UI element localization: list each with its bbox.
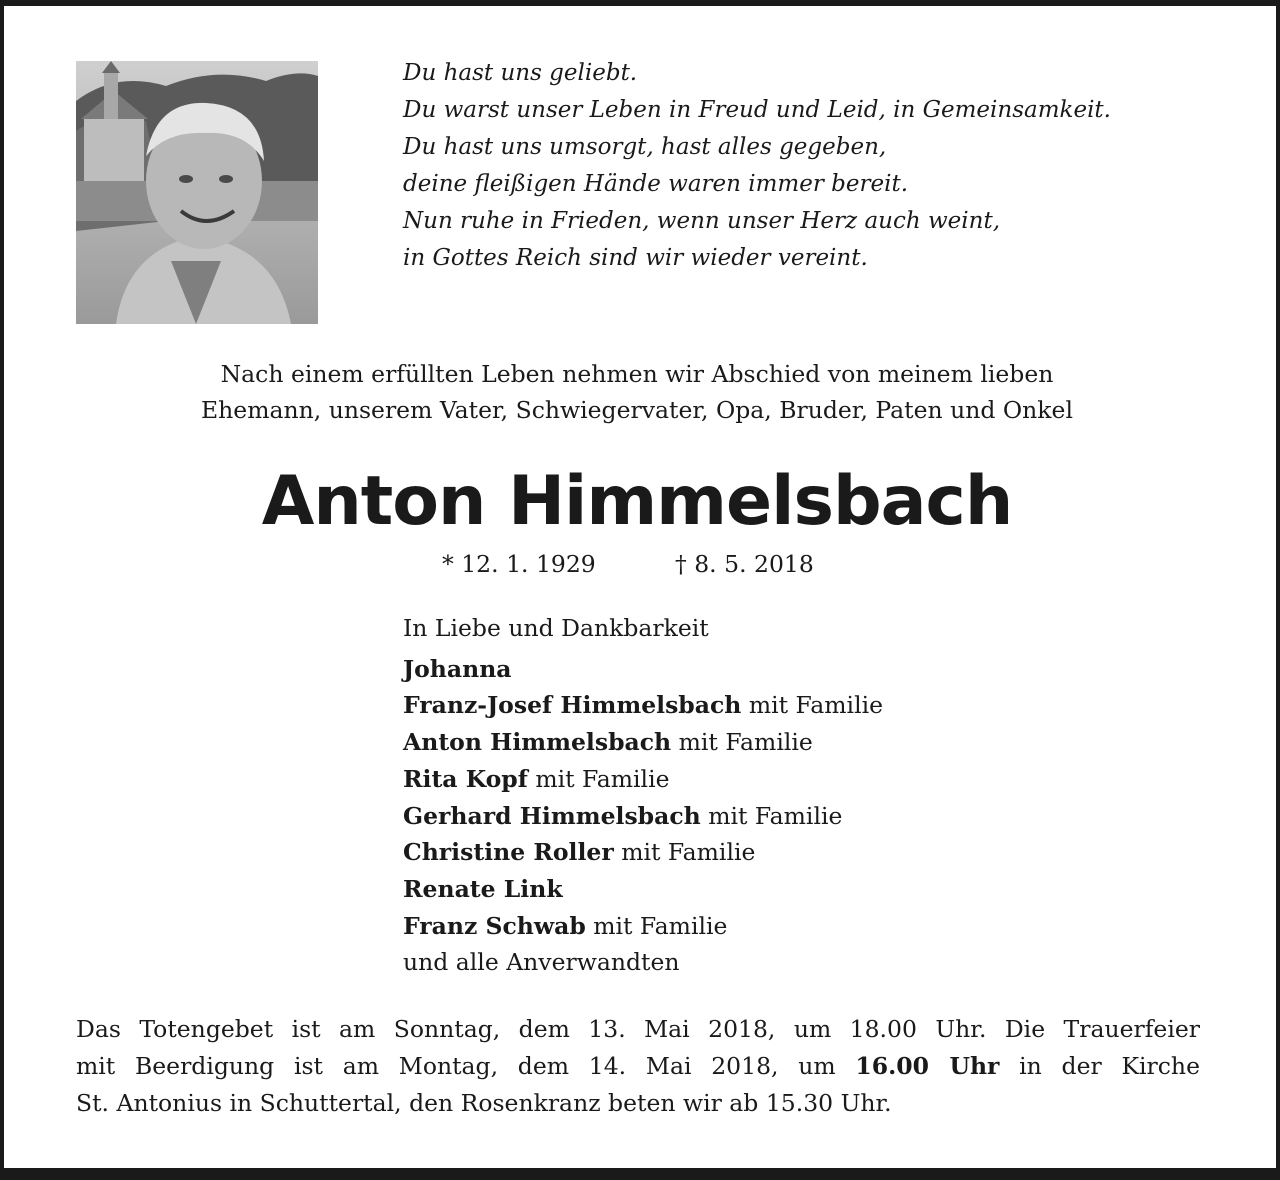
mourner-name: Franz-Josef Himmelsbach [403, 691, 742, 720]
verse-line: deine fleißigen Hände waren immer bereit. [403, 171, 909, 197]
birth-date: * 12. 1. 1929 [442, 550, 596, 578]
mourner-suffix: mit Familie [671, 728, 813, 757]
portrait-photo [76, 61, 318, 324]
mourner-suffix: mit Familie [700, 801, 843, 830]
mourner-suffix: mit Familie [585, 911, 728, 940]
mourner [403, 871, 1203, 908]
mourner-name: Johanna [403, 654, 512, 683]
verse-line: Du hast uns umsorgt, hast alles gegeben, [403, 134, 887, 160]
verse-line: in Gottes Reich sind wir wieder vereint. [403, 245, 868, 271]
mourner-name: Franz Schwab [403, 911, 586, 940]
funeral-notice [76, 1011, 1200, 1122]
mourner [403, 687, 1203, 724]
notice-line: St. Antonius in Schuttertal, den Rosenkranz beten wir ab 15.30 Uhr. [76, 1089, 892, 1117]
mourner-name: Anton Himmelsbach [403, 728, 672, 757]
death-date: † 8. 5. 2018 [675, 550, 814, 578]
intro-line: Ehemann, unserem Vater, Schwiegervater, Opa, Bruder, Paten und Onkel [201, 396, 1073, 424]
mourner-name: Christine Roller [403, 838, 614, 867]
mourner [403, 724, 1203, 761]
mourner [403, 651, 1203, 688]
notice-text: mit Beerdigung ist am Montag, dem 14. Mai 2018, um [76, 1052, 856, 1080]
mourners-greeting: In Liebe und Dankbarkeit [403, 614, 709, 642]
funeral-time: 16.00 Uhr [855, 1052, 1000, 1080]
deceased-name: Anton Himmelsbach [261, 462, 1013, 541]
notice-line [76, 1048, 1200, 1085]
verse [403, 55, 1233, 277]
mourner-name: Renate Link [403, 874, 563, 903]
mourner [403, 761, 1203, 798]
notice-line: Das Totengebet ist am Sonntag, dem 13. Mai 2018, um 18.00 Uhr. Die Trauerfeier [76, 1015, 1200, 1043]
intro-line: Nach einem erfüllten Leben nehmen wir Abschied von meinem lieben [220, 360, 1054, 388]
mourners-closing: und alle Anverwandten [403, 948, 680, 977]
mourner [403, 834, 1203, 871]
intro-text [40, 356, 1234, 428]
mourner [403, 908, 1203, 945]
verse-line: Du warst unser Leben in Freud und Leid, in Gemeinsamkeit. [403, 97, 1111, 123]
mourner-name: Gerhard Himmelsbach [403, 801, 701, 830]
mourners-list [403, 610, 1203, 981]
notice-text: in der Kirche [999, 1052, 1200, 1080]
mourner-suffix: mit Familie [741, 691, 884, 720]
verse-line: Nun ruhe in Frieden, wenn unser Herz auch weint, [403, 208, 1001, 234]
mourner-suffix: mit Familie [527, 764, 670, 793]
portrait-photo-image [76, 61, 318, 324]
verse-line: Du hast uns geliebt. [403, 60, 638, 86]
mourner-name: Rita Kopf [403, 764, 528, 793]
mourner-suffix: mit Familie [613, 838, 756, 867]
mourner [403, 798, 1203, 835]
